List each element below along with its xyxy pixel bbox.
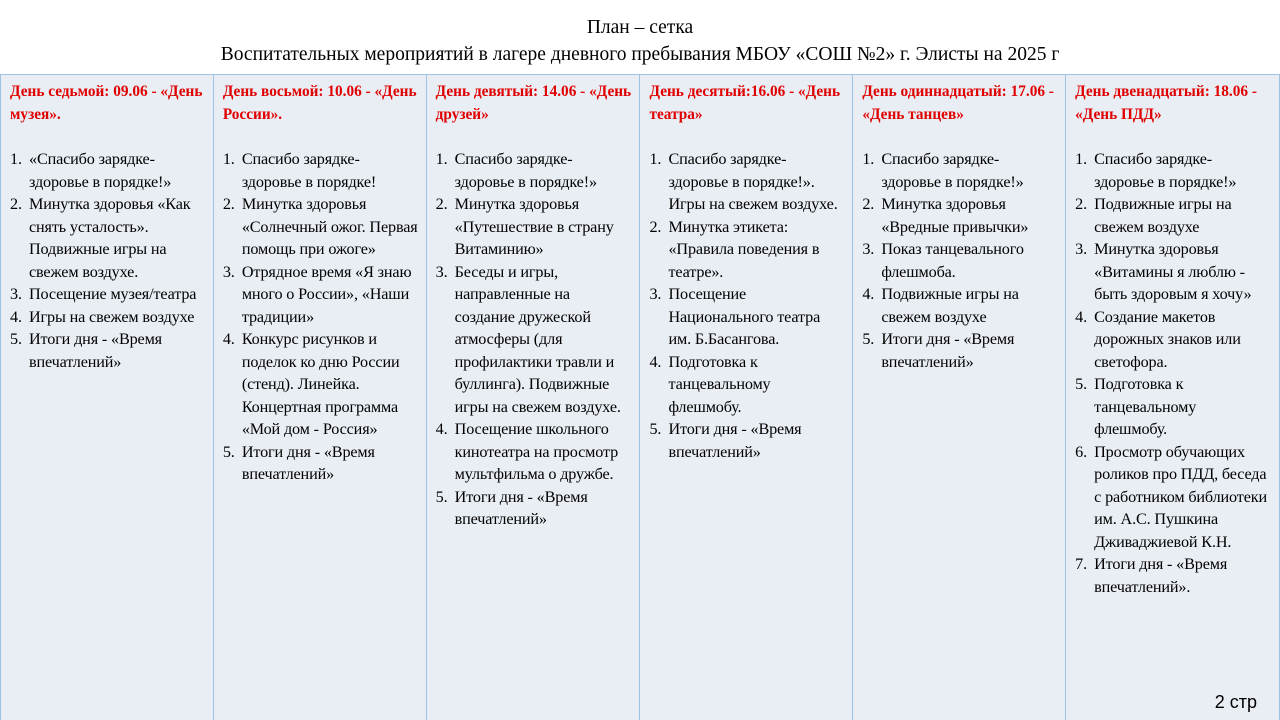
day-column [853, 75, 1066, 720]
activity-number: 4. [862, 285, 875, 303]
activity-number: 4. [435, 420, 448, 438]
activity-text: Подвижные игры на свежем воздухе [881, 285, 1019, 326]
activity-list [223, 148, 420, 486]
activity-text: Просмотр обучающих роликов про ПДД, беседа с работником библиотеки им. А.С. Пушкина Дживаджиевой К.Н. [1094, 442, 1267, 551]
activity-text: Минутка здоровья «Как снять усталость». Подвижные игры на свежем воздухе. [29, 195, 191, 281]
activity-text: Посещение школьного кинотеатра на просмотр мультфильма о дружбе. [454, 420, 619, 483]
activity-list [436, 148, 634, 531]
activity-item [862, 193, 1059, 238]
activity-number: 5. [10, 330, 22, 348]
activity-text: Итоги дня - «Время впечатлений» [668, 420, 802, 461]
activity-number: 3. [435, 262, 448, 281]
activity-number: 7. [1075, 555, 1087, 573]
activity-item [862, 148, 1059, 193]
activity-number: 1. [862, 150, 875, 168]
day-column [427, 75, 641, 720]
activity-item [1075, 441, 1273, 554]
activity-item [1075, 553, 1273, 598]
activity-text: Спасибо зарядке- здоровье в порядке!» [881, 150, 1024, 191]
activity-item [862, 238, 1059, 283]
activity-item [649, 418, 846, 463]
activity-number: 2. [649, 217, 662, 236]
activity-list [1075, 148, 1273, 598]
activity-number: 2. [862, 195, 875, 213]
activity-text: Минутка здоровья «Солнечный ожог. Первая помощь при ожоге» [241, 195, 418, 258]
activity-text: Посещение Национального театра им. Б.Басангова. [668, 285, 821, 348]
activity-text: Показ танцевального флешмоба. [881, 240, 1024, 281]
activity-text: Создание макетов дорожных знаков или светофора. [1094, 307, 1241, 371]
activity-item [436, 148, 634, 193]
activity-text: Посещение музея/театра [29, 285, 197, 303]
activity-text: Спасибо зарядке- здоровье в порядке!». Игры на свежем воздухе. [668, 150, 838, 213]
activity-number: 5. [435, 487, 448, 506]
activity-item [223, 328, 420, 441]
activity-text: Минутка здоровья «Путешествие в страну Витаминию» [454, 195, 614, 258]
activity-number: 5. [1075, 375, 1087, 393]
activity-item [436, 261, 634, 419]
activity-item [223, 148, 420, 193]
day-title: День десятый:16.06 - «День театра» [649, 83, 841, 123]
activity-item [649, 283, 846, 351]
day-column [1066, 75, 1280, 720]
activity-item [10, 306, 207, 329]
activity-list [649, 148, 846, 463]
activity-list [862, 148, 1059, 373]
page-header [0, 14, 1280, 68]
day-column [214, 75, 427, 720]
activity-number: 2. [10, 195, 22, 213]
activity-text: Итоги дня - «Время впечатлений». [1094, 555, 1228, 596]
activity-text: Беседы и игры, направленные на создание дружеской атмосферы (для профилактики травли и буллинга). Подвижные игры на свежем воздухе. [454, 262, 621, 416]
day-column [1, 75, 214, 720]
activity-number: 3. [862, 240, 875, 258]
activity-text: Минутка здоровья «Витамины я люблю - быть здоровым я хочу» [1094, 240, 1252, 303]
activity-item [1075, 148, 1273, 193]
activity-text: Минутка этикета: «Правила поведения в театре». [668, 217, 820, 281]
activity-number: 1. [435, 150, 448, 168]
activity-text: Отрядное время «Я знаю много о России», «Наши традиции» [241, 262, 412, 326]
activity-text: Спасибо зарядке- здоровье в порядке!» [454, 150, 597, 191]
activity-number: 3. [10, 285, 22, 303]
activity-number: 5. [222, 442, 235, 461]
activity-item [10, 328, 207, 373]
day-title: День восьмой: 10.06 - «День России». [222, 83, 417, 123]
activity-list [10, 148, 207, 373]
activity-number: 3. [222, 262, 235, 281]
day-title: День седьмой: 09.06 - «День музея». [10, 83, 203, 123]
activity-text: Минутка здоровья «Вредные привычки» [881, 195, 1029, 236]
activity-item [649, 148, 846, 216]
activity-text: Спасибо зарядке- здоровье в порядке! [241, 150, 377, 191]
activity-number: 4. [649, 352, 662, 371]
activity-item [436, 193, 634, 261]
activity-number: 1. [649, 150, 662, 168]
activity-item [436, 418, 634, 486]
activity-item [1075, 373, 1273, 441]
activity-item [223, 441, 420, 486]
activity-text: Итоги дня - «Время впечатлений» [454, 487, 588, 528]
day-title: День девятый: 14.06 - «День друзей» [435, 83, 632, 123]
activity-number: 2. [1075, 195, 1087, 213]
activity-number: 1. [222, 150, 235, 168]
activity-text: Итоги дня - «Время впечатлений» [29, 330, 162, 371]
activity-item [10, 283, 207, 306]
activity-number: 4. [222, 330, 235, 348]
activity-number: 2. [222, 195, 235, 213]
activity-item [436, 486, 634, 531]
day-title: День двенадцатый: 18.06 - «День ПДД» [1075, 83, 1257, 123]
day-column [640, 75, 853, 720]
activity-item [649, 351, 846, 419]
activity-item [10, 193, 207, 283]
page-number: 2 стр [1214, 692, 1257, 712]
activity-number: 5. [649, 420, 662, 438]
activity-number: 6. [1075, 442, 1087, 461]
activity-text: Подготовка к танцевальному флешмобу. [1094, 375, 1197, 438]
activity-text: Подвижные игры на свежем воздухе [1094, 195, 1232, 236]
activity-number: 4. [10, 307, 22, 326]
activity-item [1075, 193, 1273, 238]
activity-text: Итоги дня - «Время впечатлений» [241, 442, 375, 483]
schedule-grid [0, 74, 1280, 720]
page-subtitle: Воспитательных мероприятий в лагере дневного пребывания МБОУ «СОШ №2» г. Элисты на 2025 г [220, 44, 1060, 65]
activity-item [223, 261, 420, 329]
activity-item [862, 283, 1059, 328]
activity-item [862, 328, 1059, 373]
activity-item [1075, 306, 1273, 374]
activity-text: Спасибо зарядке- здоровье в порядке!» [1094, 150, 1237, 191]
activity-text: Конкурс рисунков и поделок ко дню России (стенд). Линейка. Концертная программа «Мой дом - Россия» [241, 330, 400, 438]
activity-text: Итоги дня - «Время впечатлений» [881, 330, 1015, 371]
activity-text: Игры на свежем воздухе [29, 307, 195, 326]
activity-number: 5. [862, 330, 875, 348]
activity-number: 1. [10, 150, 22, 168]
day-title: День одиннадцатый: 17.06 - «День танцев» [862, 83, 1054, 123]
activity-number: 2. [435, 195, 448, 213]
activity-number: 3. [649, 285, 662, 303]
activity-item [1075, 238, 1273, 306]
activity-item [649, 216, 846, 284]
activity-text: «Спасибо зарядке- здоровье в порядке!» [29, 150, 172, 191]
activity-item [223, 193, 420, 261]
activity-item [10, 148, 207, 193]
activity-number: 3. [1075, 240, 1087, 258]
activity-text: Подготовка к танцевальному флешмобу. [668, 352, 771, 416]
page-title: План – сетка [586, 17, 694, 38]
activity-number: 1. [1075, 150, 1087, 168]
activity-number: 4. [1075, 307, 1087, 326]
